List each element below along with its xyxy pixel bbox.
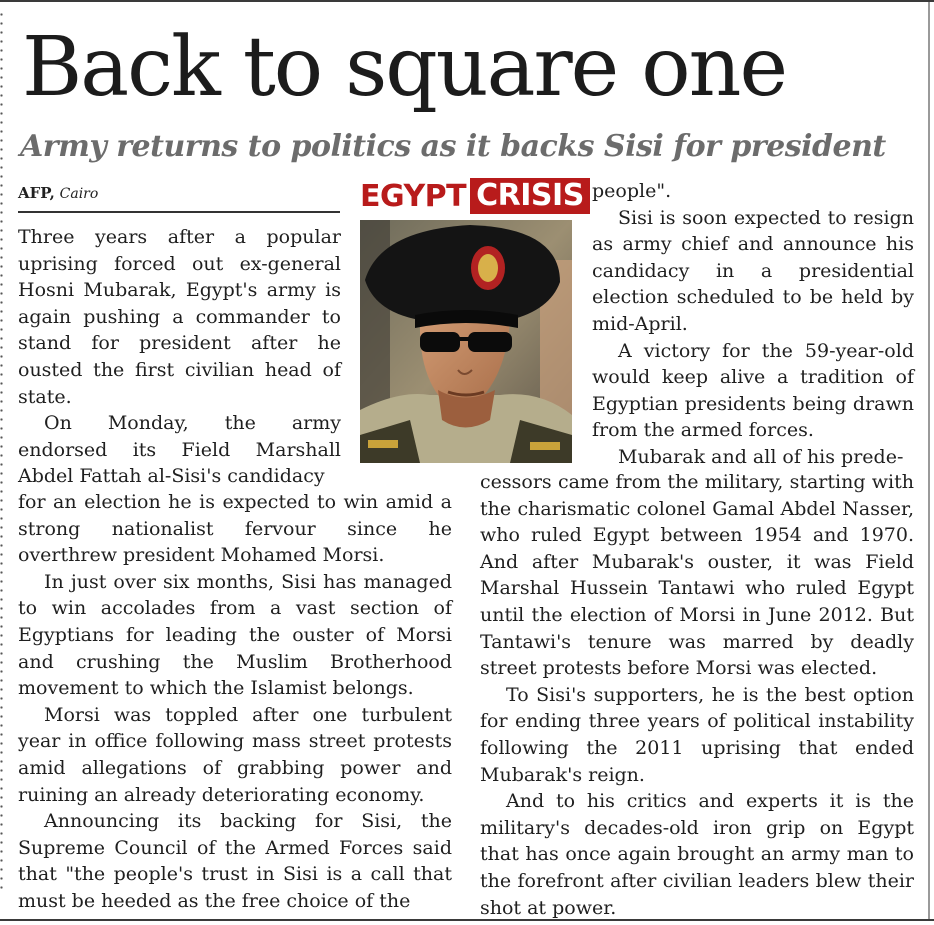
headline: Back to square one (22, 20, 786, 115)
section-tag-word2: CRISIS (470, 178, 590, 214)
sisi-photo (360, 220, 572, 463)
section-tag-word1: EGYPT (360, 178, 467, 214)
paragraph: Mubarak and all of his prede- (618, 445, 904, 468)
paragraph: cessors came from the military, starting with the charismatic colonel Gamal Abdel Nasser, who ruled Egypt between 1954 and 1970. And after Mubarak's ouster, it was Field Marshal Hussein Tantawi who ruled Egypt until the election of Morsi in June 2012. But Tantawi's tenure was marred by deadly street protests before Morsi was elected. (480, 471, 914, 680)
paragraph: for an election he is expected to win amid a strong nationalist fervour since he overthrew president Mohamed Morsi. (18, 491, 452, 567)
column-2-top (592, 178, 914, 471)
paragraph: Morsi was toppled after one turbulent year in office following mass street protests amid allegations of grabbing power and ruining an already deteriorating economy. (18, 703, 452, 806)
paragraph: Three years after a popular uprising forced out ex-general Hosni Mubarak, Egypt's army is again pushing a commander to stand for president after he ousted the first civilian head of state. (18, 226, 341, 408)
paragraph: Announcing its backing for Sisi, the Supreme Council of the Armed Forces said that "the people's trust in Sisi is a call that must be heeded as the free choice of the (18, 810, 452, 912)
subheadline: Army returns to politics as it backs Sisi for president (20, 129, 886, 164)
section-tag (360, 178, 590, 214)
right-rule (928, 2, 930, 919)
paragraph: To Sisi's supporters, he is the best option for ending three years of political instability following the 2011 uprising that ended Mubarak's reign. (480, 683, 914, 786)
paragraph: people". (592, 180, 672, 202)
sisi-portrait-image (360, 220, 572, 463)
column-1-bottom (18, 489, 452, 915)
left-dotted-border (0, 10, 3, 895)
byline-agency: AFP, (18, 184, 55, 202)
top-rule (0, 0, 934, 2)
column-2-bottom (480, 469, 914, 921)
byline (18, 182, 340, 213)
paragraph: On Monday, the army endorsed its Field Marshall Abdel Fattah al-Sisi's candidacy (18, 412, 341, 488)
column-1-top (18, 224, 341, 490)
byline-location: Cairo (59, 186, 99, 202)
paragraph: In just over six months, Sisi has managed to win accolades from a vast section of Egyptians for leading the ouster of Morsi and crushing the Muslim Brotherhood movement to which the Islamist belongs. (18, 570, 452, 700)
paragraph: A victory for the 59-year-old would keep alive a tradition of Egyptian presidents being drawn from the armed forces. (592, 339, 914, 442)
paragraph: And to his critics and experts it is the military's decades-old iron grip on Egypt that has once again brought an army man to the forefront after civilian leaders blew their shot at power. (480, 790, 914, 919)
paragraph: Sisi is soon expected to resign as army chief and announce his candidacy in a presidential election scheduled to be held by mid-April. (592, 206, 914, 335)
